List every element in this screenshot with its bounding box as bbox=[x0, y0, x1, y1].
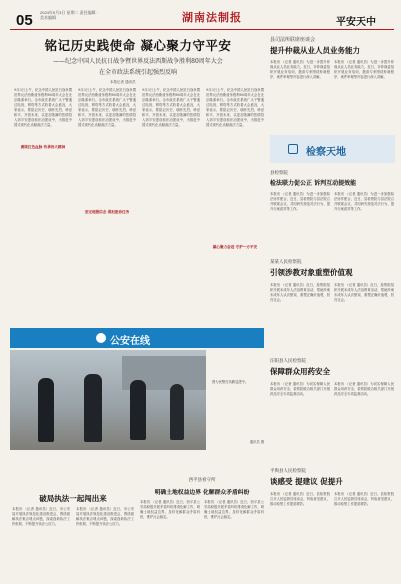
lead-body-col-4: 9月3日上午，纪念中国人民抗日战争暨世界反法西斯战争胜利80周年大会在北京隆重举行。全市政法系统广大干警通过电视、网络等方式收看大会盛况，大家表示，要铭记历史、缅怀先烈，珍爱和平、开创未来，以更加饱满的热情投入到平安建设和法治建设中，为推进中国式现代化贡献政法力量。 bbox=[206, 88, 264, 127]
right-top-body-2: 本报讯 （记者 通讯员）为进一步提升仲裁从业人员业务能力，近日，市仲裁委组织开展业务培训，邀请专家围绕仲裁程序、案件审理等内容进行深入讲解。 bbox=[334, 60, 394, 79]
jiancha-3-body-2: 本报讯 （记者 通讯员）为切实保障人民群众用药安全，检察院联合相关部门开展药品安全专项监督活动。 bbox=[334, 382, 394, 396]
officer-figure bbox=[130, 380, 146, 440]
jiancha-2-body: 本报讯 （记者 通讯员）近日，检察院组织开展未成年人法治教育活动，帮助涉案未成年人认识错误、重塑正确价值观，回归社会。 bbox=[270, 283, 330, 302]
lead-body-col-2: 9月3日上午，纪念中国人民抗日战争暨世界反法西斯战争胜利80周年大会在北京隆重举行。全市政法系统广大干警通过电视、网络等方式收看大会盛况，大家表示，要铭记历史、缅怀先烈，珍爱和平、开创未来，以更加饱满的热情投入到平安建设和法治建设中，为推进中国式现代化贡献政法力量。 bbox=[78, 88, 136, 127]
bottom-left-body-2: 本报讯 （记者 通讯员）近日，市公安局开展执法规范化建设推进会，围绕破解执法难点堵点问题，探索创新执法工作机制，不断提升执法公信力。 bbox=[76, 507, 134, 526]
lead-subhead-2: 坚定理想信念 勇担使命任务 bbox=[84, 210, 130, 214]
jiancha-4-body-2: 本报讯 （记者 通讯员）近日，县检察院召开人民监督员座谈会，听取意见建议，推动检察工作提质增效。 bbox=[334, 492, 394, 506]
officer-figure bbox=[170, 384, 184, 440]
section-name: 平安天中 bbox=[336, 17, 376, 28]
issue-meta: 2024年9月3日 星期二 责任编辑 · 美术编辑 bbox=[40, 10, 99, 20]
lead-subtitle-1: ——纪念中国人民抗日战争暨世界反法西斯战争胜利80周年大会 bbox=[53, 58, 223, 65]
jiancha-2-body-2: 本报讯 （记者 通讯员）近日，检察院组织开展未成年人法治教育活动，帮助涉案未成年人认识错误、重塑正确价值观，回归社会。 bbox=[334, 283, 394, 302]
photo-credit: 通讯员 摄 bbox=[249, 440, 264, 444]
jiancha-3-title: 保障群众用药安全 bbox=[270, 367, 330, 376]
gongan-banner bbox=[10, 328, 264, 348]
jiancha-1-body-2: 本报讯 （记者 通讯员）为进一步加强检法协作配合，近日，县检察院与县法院召开联席会议，共同研究规范司法行为、提升办案质效等工作。 bbox=[334, 192, 394, 211]
right-top-kicker: 县司法所联席座谈会 bbox=[270, 37, 316, 43]
jiancha-3-body: 本报讯 （记者 通讯员）为切实保障人民群众用药安全，检察院联合相关部门开展药品安全专项监督活动。 bbox=[270, 382, 330, 396]
police-photo bbox=[10, 350, 206, 450]
jiancha-4-kicker: 平舆县人民检察院 bbox=[270, 469, 306, 474]
lead-subtitle-2: 在全市政法系统引起强烈反响 bbox=[98, 69, 177, 76]
lead-title: 铭记历史践使命 凝心聚力守平安 bbox=[44, 38, 232, 53]
right-top-title: 提升仲裁从业人员业务能力 bbox=[270, 46, 360, 55]
gongan-banner-label: 公安在线 bbox=[110, 332, 150, 347]
bottom-mid-body: 本报讯 （记者 通讯员）近日，西平县公安局积极开展矛盾纠纷排查化解工作，明确土地权益边界，及时化解群众矛盾纠纷，维护社会稳定。 bbox=[140, 500, 200, 519]
scales-icon bbox=[288, 144, 298, 154]
lead-subhead-3: 凝心聚力奋进 守护一方平安 bbox=[212, 245, 258, 249]
jiancha-banner bbox=[270, 135, 395, 163]
photo-caption: 图为民警在执勤巡逻中。 bbox=[212, 380, 249, 384]
header-rule bbox=[10, 29, 394, 30]
bottom-left-body: 本报讯 （记者 通讯员）近日，市公安局开展执法规范化建设推进会，围绕破解执法难点堵点问题，探索创新执法工作机制，不断提升执法公信力。 bbox=[12, 507, 70, 526]
jiancha-4-body: 本报讯 （记者 通讯员）近日，县检察院召开人民监督员座谈会，听取意见建议，推动检察工作提质增效。 bbox=[270, 492, 330, 506]
jiancha-3-kicker: 汪阳县人民检察院 bbox=[270, 359, 306, 364]
bottom-mid-kicker: 西平县看守所 bbox=[188, 478, 216, 483]
jiancha-1-title: 检法联力促公正 诉判互动提效能 bbox=[270, 180, 357, 187]
jiancha-1-kicker: 县检察院 bbox=[270, 171, 288, 176]
lead-body-col-3: 9月3日上午，纪念中国人民抗日战争暨世界反法西斯战争胜利80周年大会在北京隆重举行。全市政法系统广大干警通过电视、网络等方式收看大会盛况，大家表示，要铭记历史、缅怀先烈，珍爱和平、开创未来，以更加饱满的热情投入到平安建设和法治建设中，为推进中国式现代化贡献政法力量。 bbox=[142, 88, 200, 127]
police-badge-icon bbox=[96, 333, 106, 343]
bottom-mid-title: 明确土地权益边界 化解群众矛盾纠纷 bbox=[154, 490, 250, 496]
jiancha-2-title: 引领涉教对象重塑价值观 bbox=[270, 268, 353, 277]
jiancha-4-title: 谈感受 提建议 促提升 bbox=[270, 477, 343, 486]
right-top-body: 本报讯 （记者 通讯员）为进一步提升仲裁从业人员业务能力，近日，市仲裁委组织开展业务培训，邀请专家围绕仲裁程序、案件审理等内容进行深入讲解。 bbox=[270, 60, 330, 79]
jiancha-banner-label: 检察天地 bbox=[306, 147, 346, 158]
jiancha-2-kicker: 某某人民检察院 bbox=[270, 260, 302, 265]
masthead-logo: 湖南法制报 bbox=[182, 11, 242, 24]
officer-figure bbox=[38, 378, 54, 442]
officer-figure bbox=[84, 374, 102, 442]
page-number: 05 bbox=[16, 12, 33, 29]
lead-subhead-1: 赓续红色血脉 传承伟大精神 bbox=[20, 145, 66, 149]
lead-body-col-1: 9月3日上午，纪念中国人民抗日战争暨世界反法西斯战争胜利80周年大会在北京隆重举行。全市政法系统广大干警通过电视、网络等方式收看大会盛况，大家表示，要铭记历史、缅怀先烈，珍爱和平、开创未来，以更加饱满的热情投入到平安建设和法治建设中，为推进中国式现代化贡献政法力量。 bbox=[14, 88, 72, 127]
lead-byline: 本报记者 通讯员 bbox=[110, 80, 136, 84]
bottom-mid-body-2: 本报讯 （记者 通讯员）近日，西平县公安局积极开展矛盾纠纷排查化解工作，明确土地权益边界，及时化解群众矛盾纠纷，维护社会稳定。 bbox=[204, 500, 264, 519]
bottom-left-title: 破局执法一起闯出来 bbox=[39, 494, 107, 503]
jiancha-1-body: 本报讯 （记者 通讯员）为进一步加强检法协作配合，近日，县检察院与县法院召开联席会议，共同研究规范司法行为、提升办案质效等工作。 bbox=[270, 192, 330, 211]
